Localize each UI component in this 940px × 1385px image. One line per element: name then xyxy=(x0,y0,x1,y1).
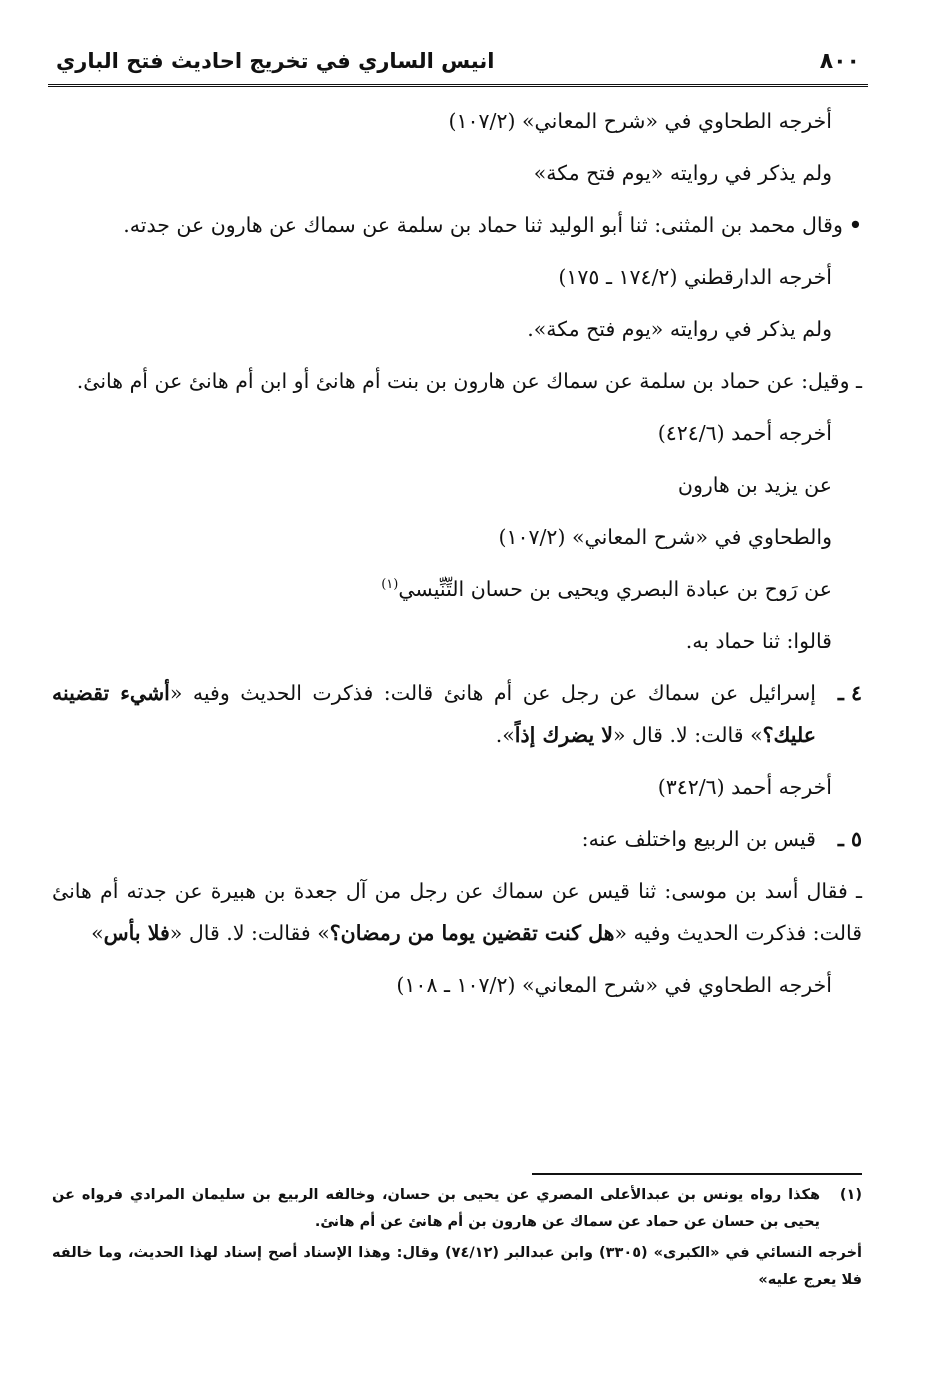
numbered-item-4 xyxy=(52,672,862,756)
footnote-divider xyxy=(532,1173,862,1175)
footnote-reference[interactable]: (١) xyxy=(381,577,399,593)
text-line: والطحاوي في «شرح المعاني» (١٠٧/٢) xyxy=(498,525,832,549)
footnote-number: (١) xyxy=(839,1187,862,1203)
bold-quote: أشيء تقضينه عليك؟ xyxy=(52,681,816,747)
bold-quote: هل كنت تقضين يوما من رمضان؟ xyxy=(329,921,615,945)
text-line xyxy=(52,568,862,610)
text-run: إسرائيل عن سماك عن رجل عن أم هانئ قالت: فذكرت الحديث وفيه « xyxy=(169,681,816,705)
text-line: أخرجه الدارقطني (١٧٤/٢ ـ ١٧٥) xyxy=(558,265,832,289)
text-line: أخرجه الطحاوي في «شرح المعاني» (١٠٧/٢) xyxy=(448,109,832,133)
item-number: ٥ ـ xyxy=(837,827,862,851)
item-text xyxy=(52,672,816,756)
paragraph-text: وقال محمد بن المثنى: ثنا أبو الوليد ثنا حماد بن سلمة عن سماك عن هارون عن جدته. xyxy=(123,213,843,237)
text-run: » قالت: لا. قال « xyxy=(612,723,763,747)
text-line: قالوا: ثنا حماد به. xyxy=(685,629,832,653)
text-paragraph: ـ وقيل: عن حماد بن سلمة عن سماك عن هارون بن بنت أم هانئ أو ابن أم هانئ عن أم هانئ. xyxy=(76,369,862,393)
footnote-1 xyxy=(52,1182,862,1236)
text-line: أخرجه أحمد (٤٢٤/٦) xyxy=(657,421,832,445)
page-header xyxy=(48,38,868,87)
text-paragraph xyxy=(52,204,862,246)
text-line: أخرجه أحمد (٣٤٢/٦) xyxy=(657,775,832,799)
text-run: ». xyxy=(495,723,515,747)
text-line: عن يزيد بن هارون xyxy=(677,473,832,497)
text-line: أخرجه الطحاوي في «شرح المعاني» (١٠٧/٢ ـ ١٠٨) xyxy=(396,973,832,997)
text-line: ولم يذكر في روايته «يوم فتح مكة». xyxy=(527,317,832,341)
main-text xyxy=(52,100,862,1016)
text-run: » xyxy=(91,921,104,945)
book-title: انيس الساري في تخريج احاديث فتح الباري xyxy=(56,49,495,73)
footnotes xyxy=(52,1182,862,1296)
bullet-icon: • xyxy=(848,213,862,237)
bold-quote: لا يضرك إذاً xyxy=(514,723,613,747)
text-paragraph xyxy=(52,870,862,954)
text-run: ـ فقال أسد بن موسى: ثنا قيس عن سماك عن رجل من آل جعدة بن هبيرة عن جدته أم هانئ قالت: فذكرت الحديث وفيه « xyxy=(52,879,863,945)
item-text: قيس بن الربيع واختلف عنه: xyxy=(581,827,816,851)
footnote-continuation: أخرجه النسائي في «الكبرى» (٣٣٠٥) وابن عبدالبر (٧٤/١٢) وقال: وهذا الإسناد أصح إسناد لهذا الحديث، وما خالفه فلا يعرج عليه» xyxy=(52,1245,862,1288)
text-run: » فقالت: لا. قال « xyxy=(169,921,330,945)
page-number: ٨٠٠ xyxy=(819,48,860,74)
line-text: عن رَوح بن عبادة البصري ويحيى بن حسان التِّنِّيسي xyxy=(398,577,832,601)
bold-quote: فلا بأس xyxy=(103,921,170,945)
item-number: ٤ ـ xyxy=(837,681,862,705)
numbered-item-5 xyxy=(52,818,862,860)
text-line: ولم يذكر في روايته «يوم فتح مكة» xyxy=(533,161,832,185)
footnote-text: هكذا رواه يونس بن عبدالأعلى المصري عن يحيى بن حسان، وخالفه الربيع بن سليمان المرادي فرواه عن يحيى بن حسان عن حماد عن سماك عن هارون بن أم هانئ عن أم هانئ. xyxy=(52,1187,820,1230)
